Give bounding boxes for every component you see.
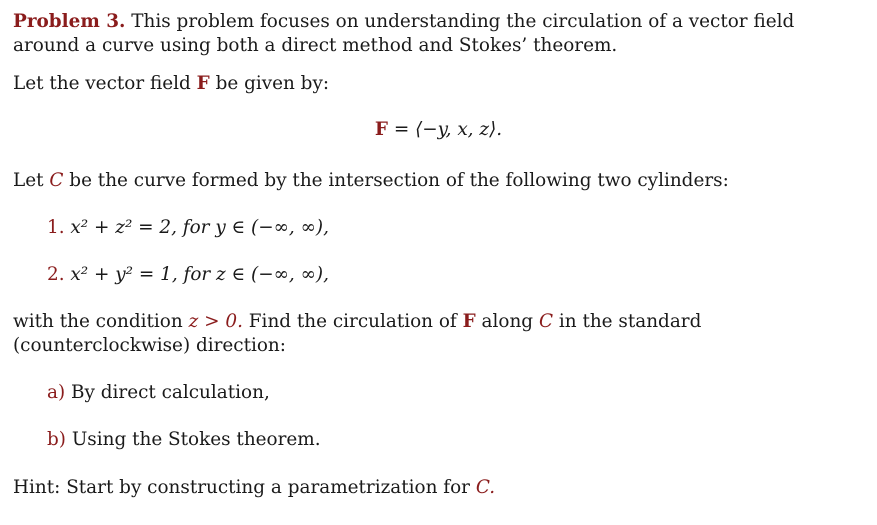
cylinder-equation: x² + y² = 1, for z ∈ (−∞, ∞), [70,264,329,285]
condition-text-2: Find the circulation of [248,311,457,332]
condition-text-3: along [481,311,534,332]
condition-paragraph [13,310,853,358]
field-intro [13,72,329,96]
list-item-number: 1. [47,217,65,238]
problem-label: Problem 3. [13,11,126,32]
field-symbol: F [196,73,210,94]
hint-symbol: C. [475,477,496,498]
hint [13,476,495,500]
list-item [47,263,329,287]
hint-text: Hint: Start by constructing a parametrization for [13,477,470,498]
problem-intro: This problem focuses on understanding the circulation of a vector field around a curve using both a direct method and Stokes’ theorem. [13,11,795,56]
part-label: a) [47,382,66,403]
list-item [47,428,321,452]
curve-symbol: C [49,170,64,191]
equation-lhs: F [374,119,388,140]
curve-intro [13,169,729,193]
condition-text-4: in the standard (counterclockwise) direction: [13,311,702,356]
part-label: b) [47,429,66,450]
equation-rhs: ⟨−y, x, z⟩. [415,119,503,140]
field-intro-after: be given by: [215,73,330,94]
field-intro-before: Let the vector field [13,73,191,94]
part-text: Using the Stokes theorem. [71,429,321,450]
condition-symbol-c: C [538,311,554,332]
curve-intro-before: Let [13,170,44,191]
condition-symbol-f: F [462,311,476,332]
list-item [47,216,329,240]
equation-eq: = [393,119,410,140]
cylinder-equation: x² + z² = 2, for y ∈ (−∞, ∞), [70,217,329,238]
list-item-number: 2. [47,264,65,285]
problem-statement [13,10,863,58]
condition-text-1: with the condition [13,311,183,332]
field-equation [0,118,877,142]
part-text: By direct calculation, [71,382,270,403]
condition-math: z > 0. [188,311,243,332]
list-item [47,381,270,405]
curve-intro-after: be the curve formed by the intersection of the following two cylinders: [69,170,729,191]
